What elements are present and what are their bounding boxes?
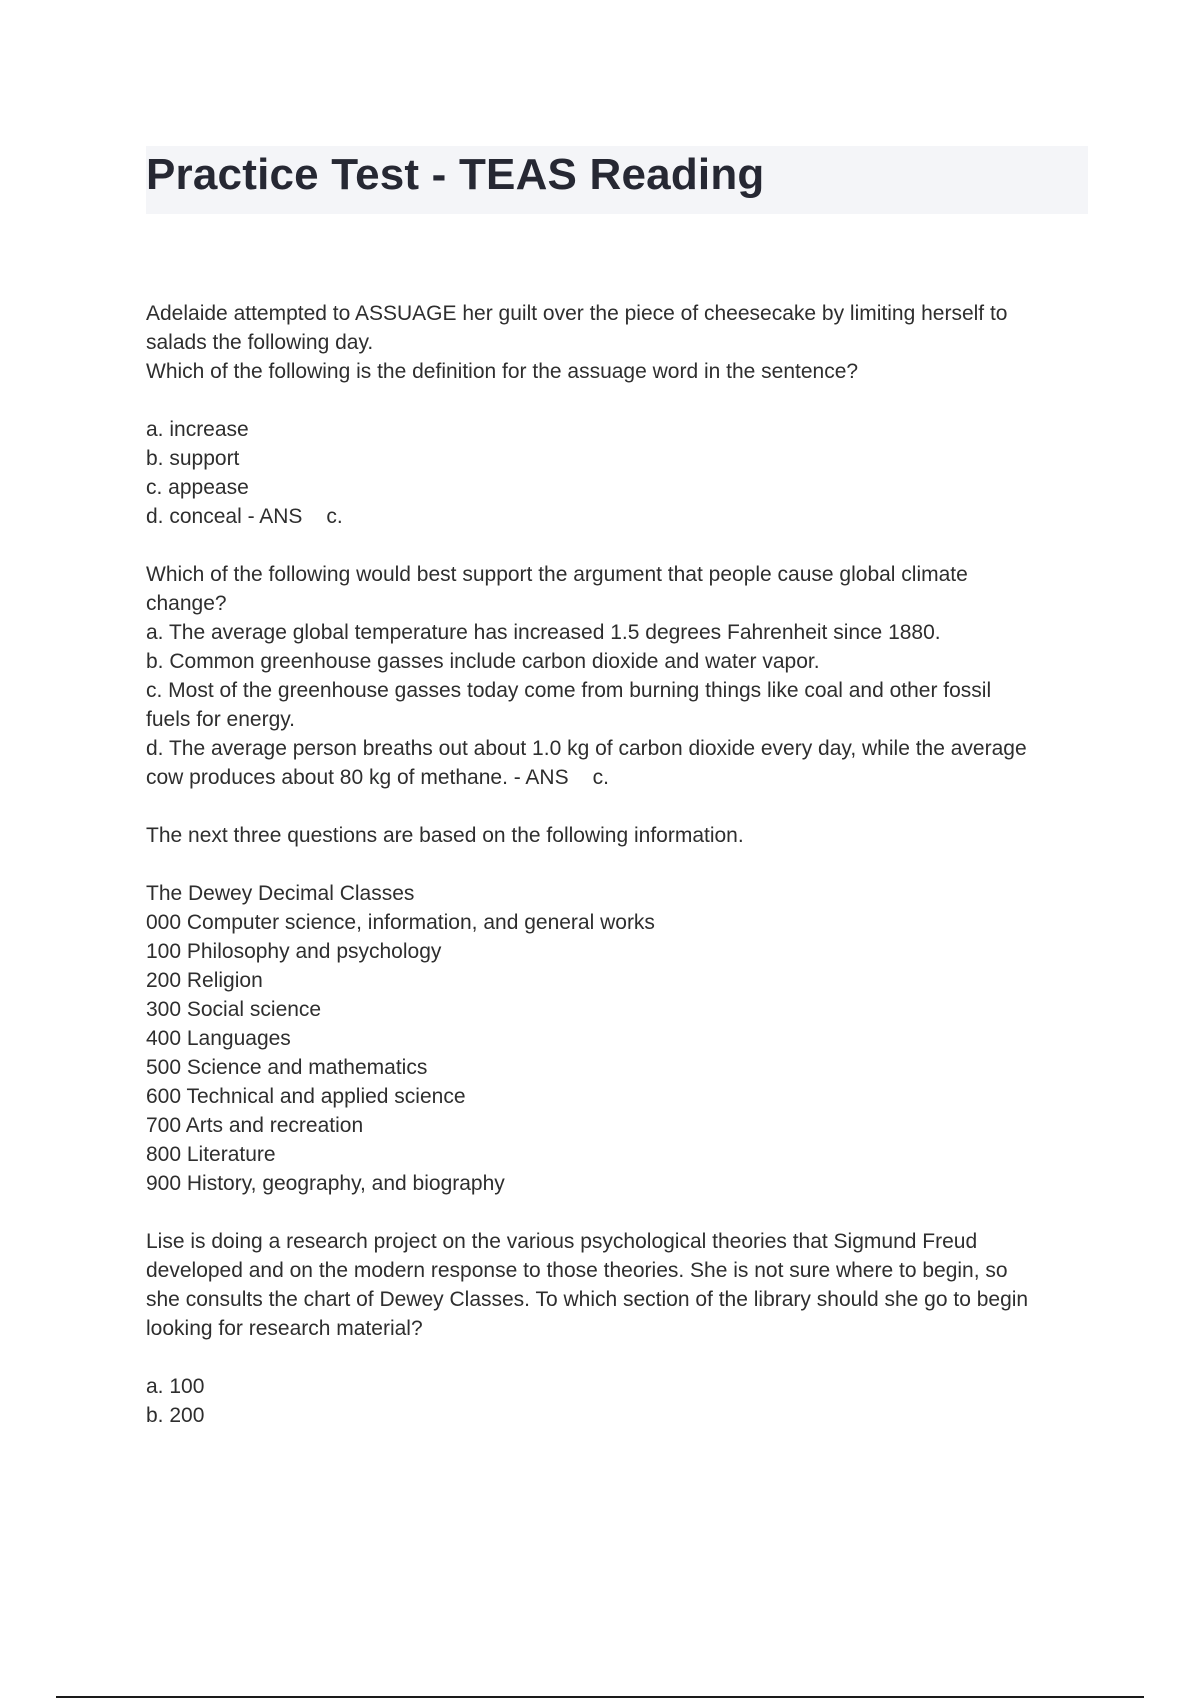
question-1-option-c: c. appease xyxy=(146,476,249,499)
question-3-stem-line-4: looking for research material? xyxy=(146,1317,423,1340)
question-2-option-b: b. Common greenhouse gasses include carbon dioxide and water vapor. xyxy=(146,650,820,673)
question-3-options xyxy=(146,1372,1088,1430)
question-1-stem-line-1: Adelaide attempted to ASSUAGE her guilt over the piece of cheesecake by limiting herself to xyxy=(146,302,1008,325)
question-2-stem-line-1: Which of the following would best support the argument that people cause global climate xyxy=(146,563,968,586)
question-2-option-a: a. The average global temperature has increased 1.5 degrees Fahrenheit since 1880. xyxy=(146,621,941,644)
question-2-option-c-line-2: fuels for energy. xyxy=(146,708,296,731)
question-1-option-d xyxy=(146,502,1088,531)
dewey-class-400: 400 Languages xyxy=(146,1027,291,1050)
question-1 xyxy=(146,299,1088,386)
page-title: Practice Test - TEAS Reading xyxy=(146,150,765,199)
question-2-option-c-line-1: c. Most of the greenhouse gasses today come from burning things like coal and other fossil xyxy=(146,679,992,702)
dewey-class-900: 900 History, geography, and biography xyxy=(146,1172,505,1195)
dewey-heading: The Dewey Decimal Classes xyxy=(146,882,415,905)
question-3-option-b: b. 200 xyxy=(146,1404,205,1427)
intro-text xyxy=(146,821,1088,850)
dewey-class-600: 600 Technical and applied science xyxy=(146,1085,466,1108)
dewey-class-000: 000 Computer science, information, and general works xyxy=(146,911,655,934)
question-3-stem-line-2: developed and on the modern response to those theories. She is not sure where to begin, so xyxy=(146,1259,1008,1282)
question-1-options xyxy=(146,415,1088,531)
question-3-option-a: a. 100 xyxy=(146,1375,205,1398)
question-1-answer: c. xyxy=(326,505,343,528)
question-2-option-d-line-1: d. The average person breaths out about 1.0 kg of carbon dioxide every day, while the average xyxy=(146,737,1027,760)
dewey-class-800: 800 Literature xyxy=(146,1143,276,1166)
footer-divider xyxy=(56,1696,1144,1698)
dewey-class-100: 100 Philosophy and psychology xyxy=(146,940,442,963)
question-2-option-d-text: cow produces about 80 kg of methane. - ANS xyxy=(146,766,569,789)
question-1-option-b: b. support xyxy=(146,447,240,470)
question-1-stem-line-2: salads the following day. xyxy=(146,331,374,354)
question-2 xyxy=(146,560,1088,792)
dewey-class-500: 500 Science and mathematics xyxy=(146,1056,428,1079)
intro-line: The next three questions are based on the following information. xyxy=(146,824,744,847)
document-body xyxy=(146,299,1088,1459)
question-2-option-d-line-2 xyxy=(146,763,1088,792)
question-2-stem-line-2: change? xyxy=(146,592,227,615)
question-1-prompt: Which of the following is the definition for the assuage word in the sentence? xyxy=(146,360,859,383)
title-band xyxy=(146,146,1088,214)
dewey-class-300: 300 Social science xyxy=(146,998,322,1021)
question-1-option-d-text: d. conceal - ANS xyxy=(146,505,303,528)
dewey-list xyxy=(146,879,1088,1198)
question-3-stem-line-1: Lise is doing a research project on the various psychological theories that Sigmund Freud xyxy=(146,1230,978,1253)
question-3 xyxy=(146,1227,1088,1343)
dewey-class-200: 200 Religion xyxy=(146,969,263,992)
question-1-option-a: a. increase xyxy=(146,418,249,441)
dewey-class-700: 700 Arts and recreation xyxy=(146,1114,364,1137)
question-3-stem-line-3: she consults the chart of Dewey Classes. To which section of the library should she go to begin xyxy=(146,1288,1029,1311)
question-2-answer: c. xyxy=(592,766,609,789)
